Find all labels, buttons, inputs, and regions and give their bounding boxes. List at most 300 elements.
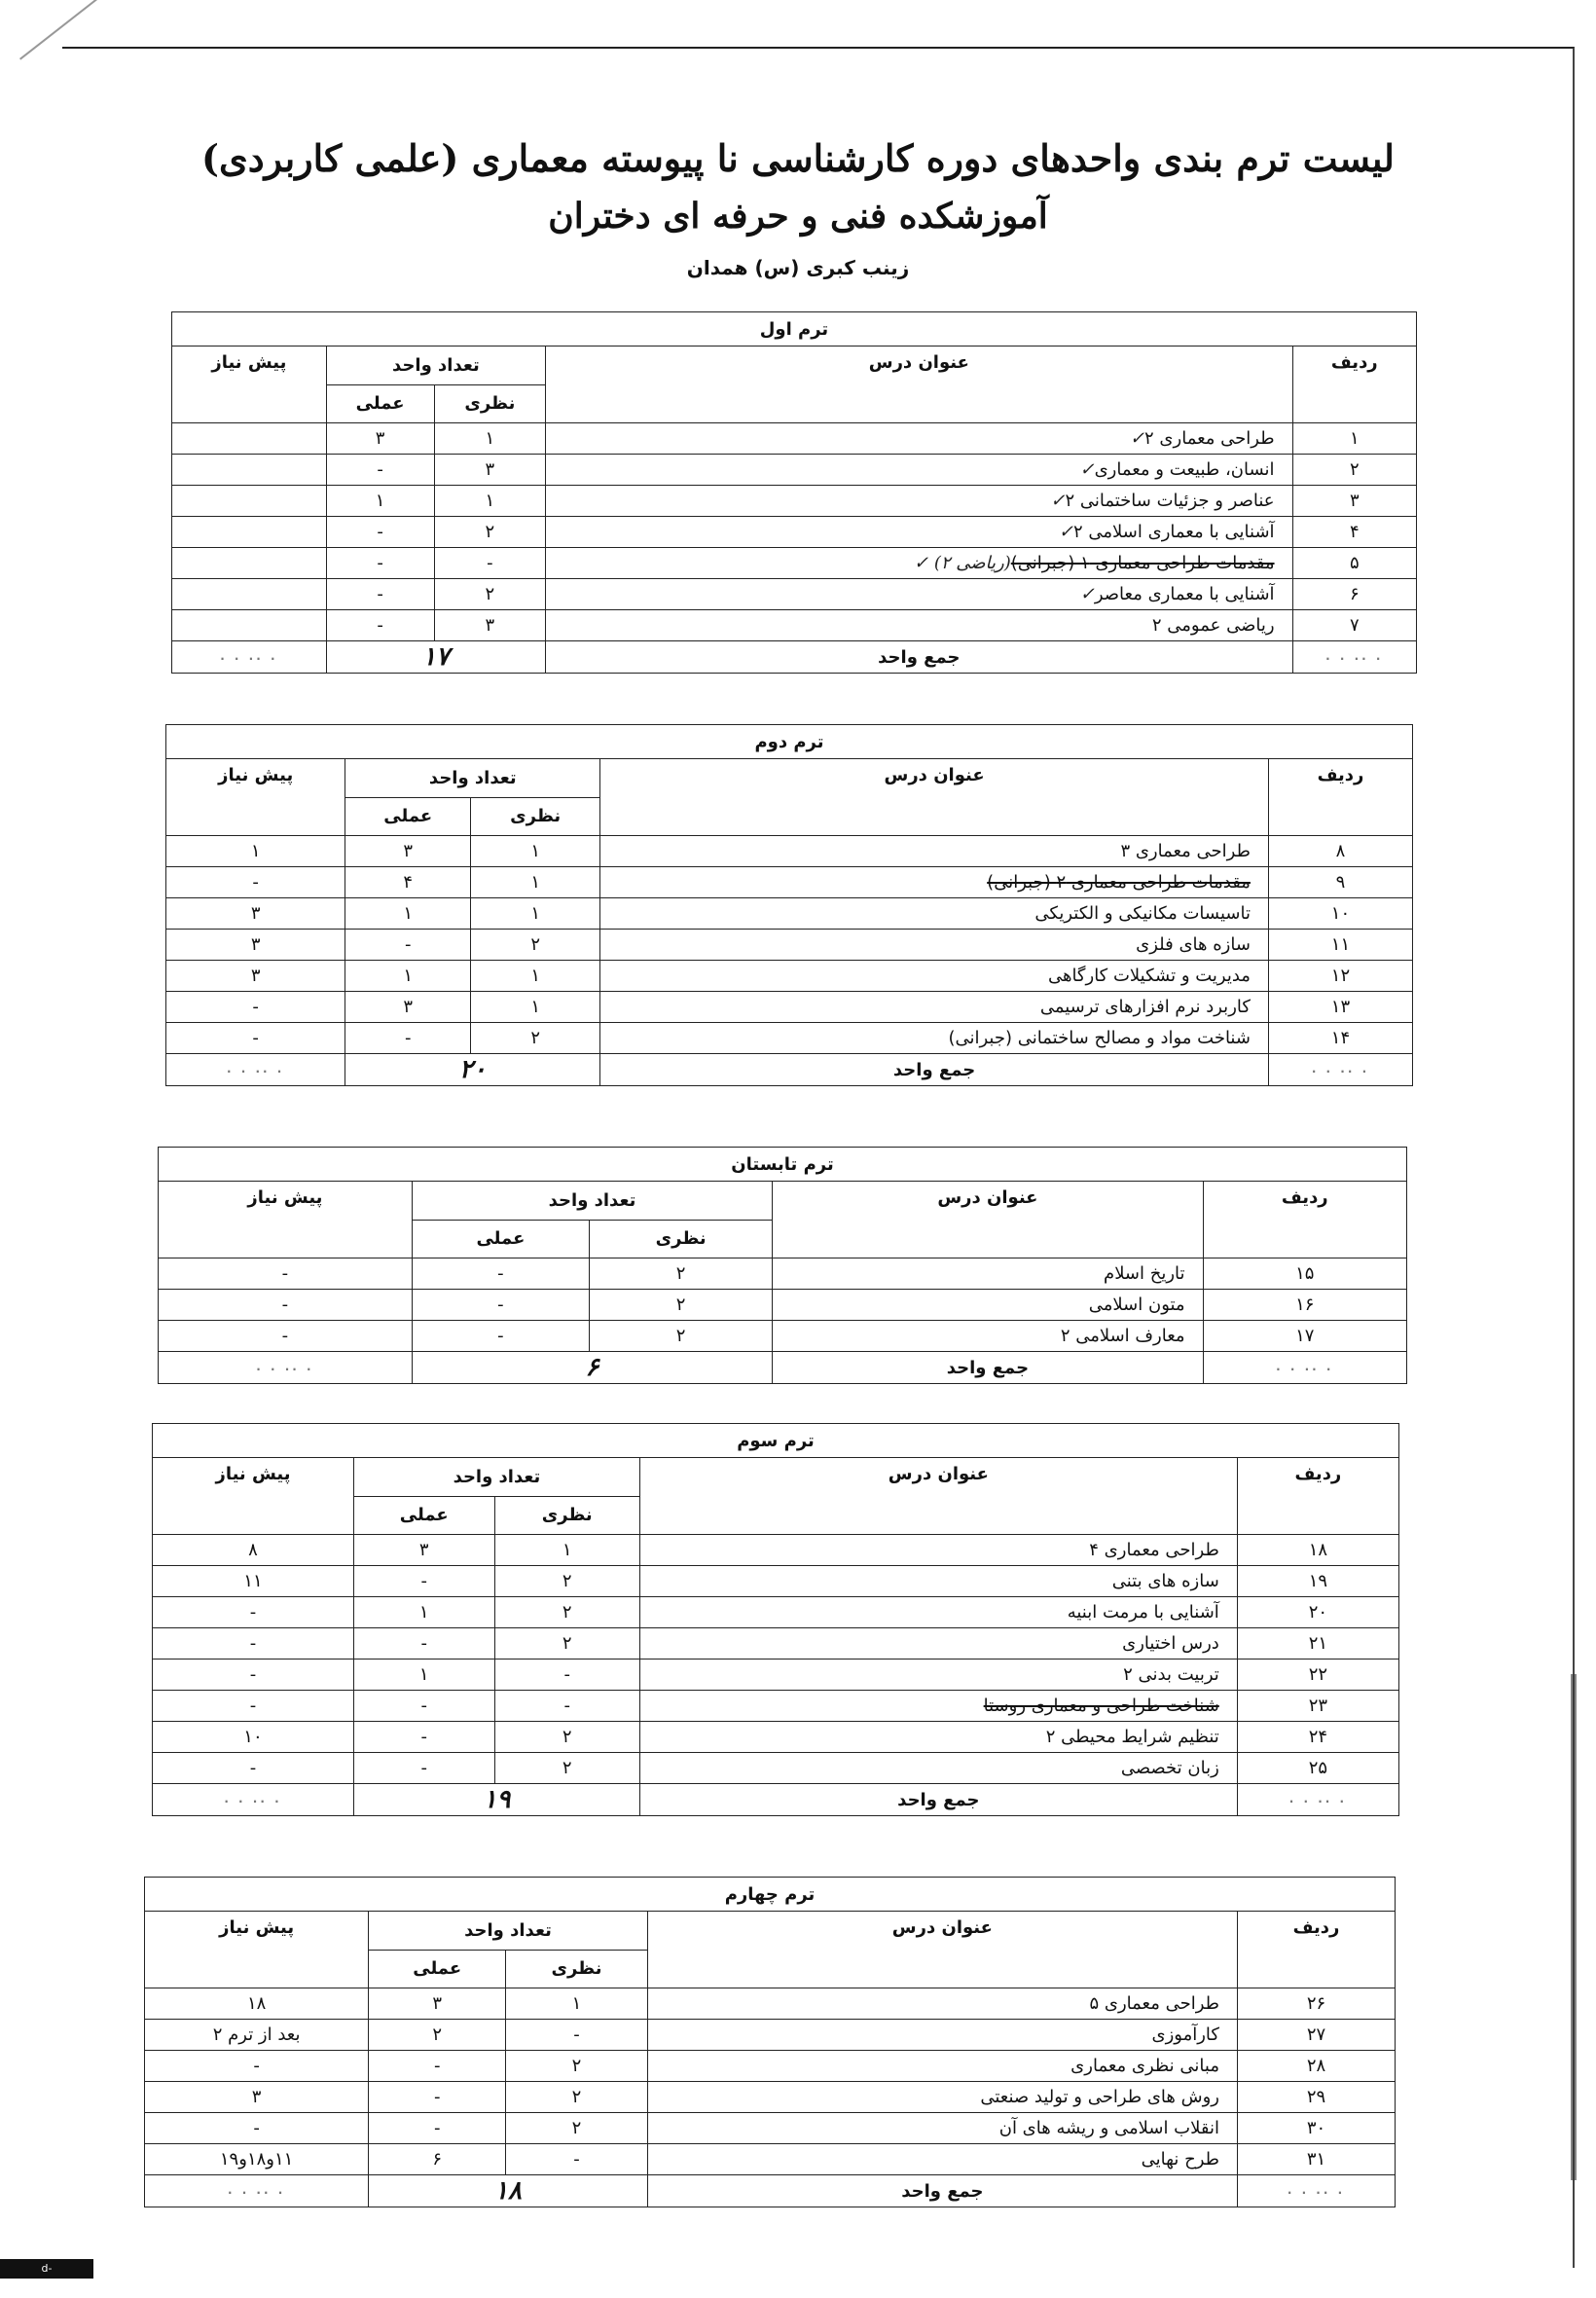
course-title [639,1535,1237,1566]
course-title [639,1753,1237,1784]
practical-value: - [497,1326,504,1346]
total-stamp-cell: · ·· · · [1292,641,1416,674]
header-course-title [647,1912,1237,1988]
row-number [1237,1566,1398,1597]
course-title [639,1566,1237,1597]
prerequisite [159,1258,413,1290]
theory-units [494,1535,639,1566]
header-prerequisite [159,1182,413,1258]
theory-value: - [563,1696,570,1716]
theory-value: ۱ [562,1540,572,1560]
course-title [600,836,1269,867]
theory-units [471,961,600,992]
prerequisite [145,1988,369,2020]
total-units [326,641,545,674]
theory-value: ۲ [675,1326,686,1346]
table-row [166,898,1413,930]
table-row [145,2051,1396,2082]
course-title-value: کاربرد نرم افزارهای ترسیمی [1039,997,1251,1017]
course-title-value: طراحی معماری ۳ [1120,841,1251,861]
prerequisite [166,1023,345,1054]
table-row [153,1753,1399,1784]
practical-units [345,836,471,867]
prerequisite-value: - [253,2056,260,2076]
header-prerequisite [153,1458,354,1535]
course-title-value: ریاضی عمومی ۲ [1151,615,1275,636]
total-label-text: جمع واحد [946,1357,1030,1378]
course-title [546,579,1292,610]
practical-value: ۳ [403,997,414,1017]
theory-value: - [573,2149,580,2170]
course-title [639,1722,1237,1753]
prerequisite [172,610,327,641]
theory-value: ۲ [571,2087,582,2107]
course-title-label: عنوان درس [868,352,969,373]
prerequisite [172,579,327,610]
total-label-text: جمع واحد [901,2180,984,2202]
table-row [145,2113,1396,2144]
row-number [1203,1290,1406,1321]
row-number-value: ۱۸ [1308,1540,1328,1560]
table-row [153,1660,1399,1691]
practical-units [326,455,434,486]
row-number [1268,898,1412,930]
term-name: ترم اول [759,318,829,340]
prerequisite [172,517,327,548]
term-caption [172,312,1417,347]
prerequisite-value: ۳ [250,934,261,955]
row-number-value: ۳۱ [1306,2149,1326,2170]
table-row [172,486,1417,517]
units-label: تعداد واحد [464,1919,552,1941]
theory-value: ۱ [571,1993,582,2014]
prerequisite-value: ۱۱ [243,1571,263,1591]
term-table [171,311,1417,674]
prerequisite [166,930,345,961]
row-number-value: ۱۷ [1295,1326,1315,1346]
prerequisite [153,1628,354,1660]
theory-units [506,2051,648,2082]
total-label [600,1054,1269,1086]
prerequisite [159,1321,413,1352]
course-title-value: کارآموزی [1151,2024,1219,2045]
theory-units [471,836,600,867]
course-title [639,1628,1237,1660]
header-theory [471,797,600,836]
practical-label: عملی [355,393,405,415]
row-number [1292,486,1416,517]
theory-label: نظری [510,806,562,827]
table-row [172,610,1417,641]
theory-units [471,867,600,898]
header-row-no [1237,1912,1395,1988]
handwritten-check-mark: ✓ [1079,459,1095,480]
total-stamp-cell: · ·· · · [145,2175,369,2207]
course-title-value: مبانی نظری معماری [1070,2056,1219,2076]
header-units [412,1182,772,1221]
term-table [144,1877,1396,2207]
header-course-title [546,347,1292,423]
table-row [153,1628,1399,1660]
course-title-value: انقلاب اسلامی و ریشه های آن [998,2118,1219,2138]
header-theory [590,1220,773,1258]
theory-units [506,2144,648,2175]
prerequisite [166,836,345,867]
practical-units [353,1597,494,1628]
row-number [1203,1258,1406,1290]
practical-units [345,898,471,930]
practical-value: - [433,2118,441,2138]
total-row [159,1352,1407,1384]
total-units [412,1352,772,1384]
row-number [1292,548,1416,579]
theory-label: نظری [464,393,516,415]
header-prerequisite [166,759,345,836]
practical-units [353,1535,494,1566]
course-title-value: روش های طراحی و تولید صنعتی [980,2087,1219,2107]
row-number [1237,2113,1395,2144]
header-units [345,759,600,798]
practical-value: - [377,553,383,573]
row-number [1292,579,1416,610]
course-title-value: آشنایی با مرمت ابنیه [1067,1602,1219,1623]
course-title [546,455,1292,486]
practical-value: - [420,1696,427,1716]
theory-units [434,610,546,641]
theory-units [434,423,546,455]
header-practical [412,1220,589,1258]
row-number [1237,2082,1395,2113]
total-row [172,641,1417,674]
total-units [353,1784,639,1816]
course-title [647,2082,1237,2113]
practical-value: - [377,615,383,636]
total-units-value: ۲۰ [458,1055,487,1084]
course-title [773,1290,1203,1321]
theory-units [506,2082,648,2113]
prerequisite [145,2051,369,2082]
term-caption [159,1148,1407,1182]
course-title [600,992,1269,1023]
theory-value: ۲ [562,1633,572,1654]
practical-value: - [497,1295,504,1315]
row-number [1268,961,1412,992]
header-units [369,1912,648,1951]
table-row [172,455,1417,486]
table-row [172,579,1417,610]
course-title-label: عنوان درس [891,1917,993,1938]
theory-value: ۲ [530,1028,541,1048]
prerequisite-value: - [249,1633,257,1654]
course-title-value: تربیت بدنی ۲ [1123,1664,1219,1685]
course-title-value: طراحی معماری ۲ [1144,428,1275,449]
row-number [1237,1691,1398,1722]
course-title [600,867,1269,898]
total-units-value: ۱۹ [483,1785,511,1814]
row-number-value: ۸ [1335,841,1346,861]
term-name: ترم سوم [737,1430,815,1451]
practical-value: - [377,584,383,604]
practical-value: - [405,934,412,955]
course-title-value: سازه های فلزی [1136,934,1251,955]
total-row [166,1054,1413,1086]
course-title [773,1321,1203,1352]
theory-units [434,517,546,548]
prerequisite-value: - [281,1295,289,1315]
prerequisite-value: - [252,1028,259,1048]
table-row [172,423,1417,455]
theory-value: ۲ [675,1295,686,1315]
table-row [159,1258,1407,1290]
table-row [145,2082,1396,2113]
header-practical [326,384,434,423]
theory-value: ۲ [571,2118,582,2138]
row-no-label: ردیف [1330,352,1378,373]
prerequisite [172,486,327,517]
theory-units [471,898,600,930]
theory-value: - [573,2024,580,2045]
theory-units [494,1691,639,1722]
row-number-value: ۲۶ [1306,1993,1326,2014]
term-table [165,724,1413,1086]
table-row [145,1988,1396,2020]
table-row [145,2020,1396,2051]
course-title [546,517,1292,548]
course-title-value: معارف اسلامی ۲ [1060,1326,1185,1346]
table-row [153,1691,1399,1722]
practical-value: ۴ [403,872,414,893]
practical-value: - [420,1571,427,1591]
total-stamp-cell: · ·· · · [1237,1784,1398,1816]
practical-units [326,486,434,517]
course-title-value: تاسیسات مکانیکی و الکتریکی [1034,903,1251,924]
header-theory [434,384,546,423]
prerequisite [172,423,327,455]
prerequisite-value: - [249,1696,257,1716]
institution-location: زینب کبری (س) همدان [686,256,910,279]
practical-value: ۱ [403,903,414,924]
theory-units [434,579,546,610]
practical-value: ۳ [418,1540,429,1560]
course-title [647,1988,1237,2020]
row-number [1237,1722,1398,1753]
table-row [159,1290,1407,1321]
row-number [1292,610,1416,641]
total-stamp-cell: · ·· · · [1268,1054,1412,1086]
row-number [1203,1321,1406,1352]
prerequisite-value: ۳ [251,2087,262,2107]
prerequisite [153,1566,354,1597]
prerequisite [153,1535,354,1566]
header-row-no [1292,347,1416,423]
row-no-label: ردیف [1317,765,1364,785]
prerequisite-label: پیش نیاز [215,1464,291,1484]
prerequisite-value: - [249,1602,257,1623]
total-label-text: جمع واحد [878,646,961,668]
handwritten-check-mark: (ریاضی ۲) ✓ [914,553,1011,573]
practical-units [353,1566,494,1597]
course-title [600,930,1269,961]
course-title-value: طراحی معماری ۵ [1089,1993,1219,2014]
practical-units [326,579,434,610]
prerequisite-value: ۱۰ [243,1727,263,1747]
course-title-label: عنوان درس [884,765,985,785]
row-number [1237,2020,1395,2051]
practical-value: - [377,459,383,480]
total-stamp-cell: · ·· · · [166,1054,345,1086]
total-row [153,1784,1399,1816]
table-row [166,961,1413,992]
term-caption [153,1424,1399,1458]
practical-units [412,1290,589,1321]
course-title-value: سازه های بتنی [1111,1571,1219,1591]
course-title-value: انسان، طبیعت و معماری [1094,459,1275,480]
practical-value: - [377,522,383,542]
course-title-value: آشنایی با معماری اسلامی ۲ [1073,522,1275,542]
practical-value: ۳ [432,1993,443,2014]
row-no-label: ردیف [1294,1464,1342,1484]
practical-units [345,867,471,898]
prerequisite-value: - [281,1263,289,1284]
prerequisite-label: پیش نیاز [247,1187,323,1208]
course-title [600,961,1269,992]
theory-units [434,486,546,517]
prerequisite [153,1691,354,1722]
prerequisite-label: پیش نیاز [218,765,294,785]
practical-value: ۳ [403,841,414,861]
theory-units [471,1023,600,1054]
table-row [166,867,1413,898]
theory-value: ۱ [530,872,541,893]
theory-units [494,1597,639,1628]
row-number [1237,1753,1398,1784]
course-title [546,423,1292,455]
practical-label: عملی [476,1228,526,1250]
row-number-value: ۱ [1349,428,1360,449]
practical-value: ۱ [418,1664,429,1685]
row-no-label: ردیف [1281,1187,1328,1208]
theory-units [434,455,546,486]
row-number [1268,992,1412,1023]
prerequisite-value: - [253,2118,260,2138]
row-number-value: ۲ [1349,459,1360,480]
course-title-label: عنوان درس [888,1464,989,1484]
row-number-value: ۱۰ [1330,903,1351,924]
theory-value: ۲ [562,1758,572,1778]
total-stamp-cell: · ·· · · [159,1352,413,1384]
theory-label: نظری [551,1958,602,1980]
row-number-value: ۷ [1349,615,1360,636]
course-title-value: تنظیم شرایط محیطی ۲ [1045,1727,1219,1747]
header-row-no [1268,759,1412,836]
row-number [1268,867,1412,898]
practical-value: - [405,1028,412,1048]
course-title-value: درس اختیاری [1122,1633,1219,1654]
header-units [326,347,545,385]
prerequisite [153,1722,354,1753]
table-row [145,2144,1396,2175]
row-number [1292,455,1416,486]
course-title [773,1258,1203,1290]
prerequisite-value: - [249,1664,257,1685]
prerequisite-value: - [281,1326,289,1346]
row-number-value: ۱۲ [1330,966,1351,986]
practical-value: - [497,1263,504,1284]
practical-label: عملی [413,1958,462,1980]
practical-units [412,1321,589,1352]
course-title-value: شناخت طراحی و معماری روستا [983,1696,1219,1716]
table-row [166,992,1413,1023]
course-title-value: مقدمات طراحی معماری ۲ (جبرانی) [987,872,1251,893]
handwritten-check-mark: ✓ [1079,584,1095,604]
course-title-value: طراحی معماری ۴ [1089,1540,1219,1560]
row-number-value: ۱۴ [1330,1028,1351,1048]
course-title-value: طرح نهایی [1141,2149,1219,2170]
practical-value: - [433,2087,441,2107]
theory-value: ۲ [562,1571,572,1591]
row-number [1237,2051,1395,2082]
practical-units [345,1023,471,1054]
course-title-value: مقدمات طراحی معماری ۱ (جبرانی) [1010,553,1275,573]
practical-value: - [420,1633,427,1654]
theory-value: - [487,553,493,573]
theory-value: ۱ [485,428,495,449]
theory-units [590,1321,773,1352]
prerequisite [172,548,327,579]
units-label: تعداد واحد [392,354,480,376]
course-title-value: شناخت مواد و مصالح ساختمانی (جبرانی) [948,1028,1251,1048]
theory-value: ۲ [530,934,541,955]
prerequisite-value: ۱۱و۱۸و۱۹ [219,2149,294,2170]
row-number-value: ۲۱ [1308,1633,1328,1654]
header-practical [369,1950,506,1988]
practical-value: - [433,2056,441,2076]
units-label: تعداد واحد [428,767,517,788]
units-label: تعداد واحد [548,1189,636,1211]
row-number-value: ۲۷ [1306,2024,1326,2045]
row-number-value: ۲۸ [1306,2056,1326,2076]
theory-units [590,1258,773,1290]
row-number-value: ۹ [1335,872,1346,893]
practical-units [353,1628,494,1660]
prerequisite-value: ۱۸ [246,1993,267,2014]
theory-units [494,1753,639,1784]
term-name: ترم چهارم [724,1883,816,1905]
course-title-value: زبان تخصصی [1120,1758,1219,1778]
row-number-value: ۳ [1349,491,1360,511]
prerequisite-value: ۸ [248,1540,258,1560]
page-title: لیست ترم بندی واحدهای دوره کارشناسی نا پیوسته معماری (علمی کاربردی) [201,136,1395,180]
row-number-value: ۴ [1349,522,1360,542]
theory-units [494,1566,639,1597]
practical-value: ۱ [418,1602,429,1623]
theory-value: - [563,1664,570,1685]
row-number-value: ۲۲ [1308,1664,1328,1685]
theory-value: ۲ [562,1727,572,1747]
practical-units [345,930,471,961]
practical-label: عملی [399,1505,449,1526]
total-units-value: ۱۸ [494,2176,522,2206]
practical-units [326,423,434,455]
table-row [172,548,1417,579]
prerequisite-value: ۳ [250,966,261,986]
prerequisite-value: بعد از ترم ۲ [212,2024,301,2045]
row-number [1237,1628,1398,1660]
prerequisite [153,1660,354,1691]
total-label-text: جمع واحد [897,1789,980,1810]
row-number-value: ۶ [1349,584,1360,604]
term-caption [166,725,1413,759]
